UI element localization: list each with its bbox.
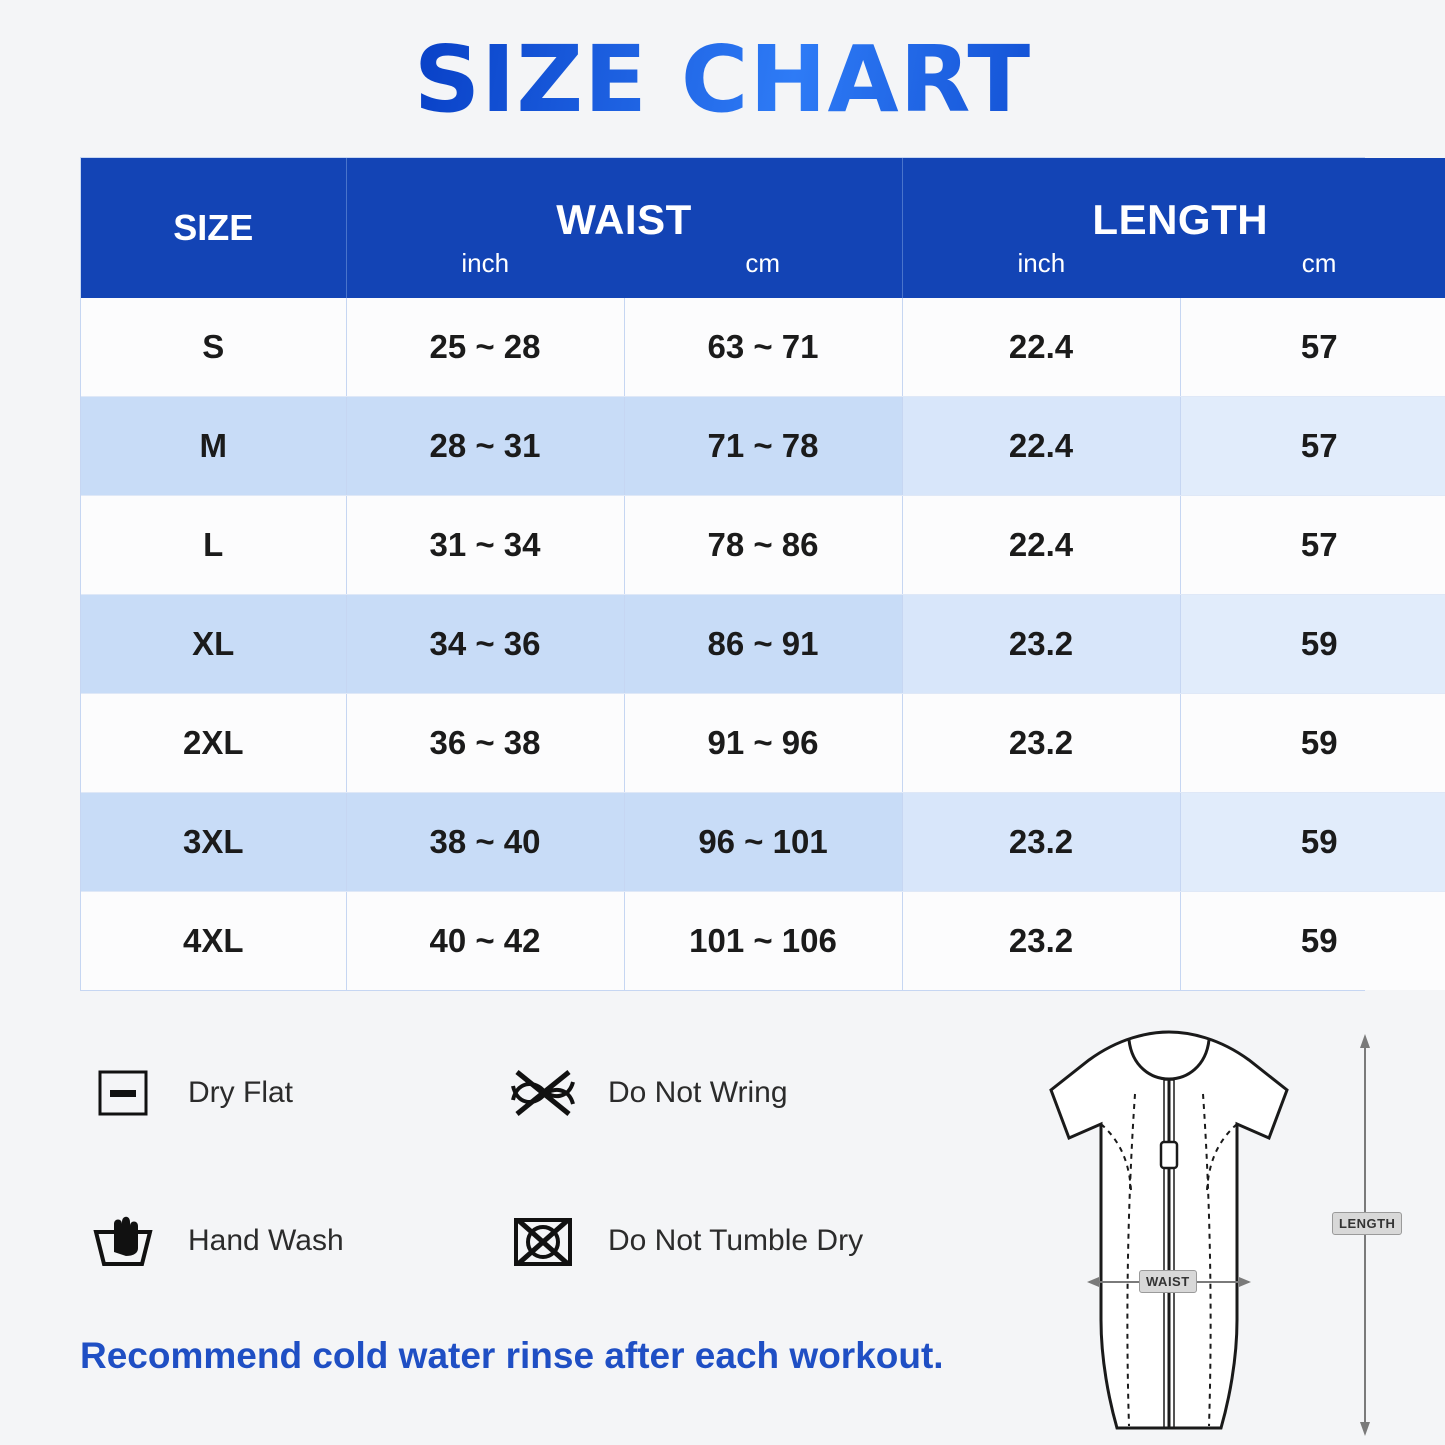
size-chart-table-wrapper <box>80 157 1365 991</box>
header-length <box>902 158 1445 298</box>
cell-waist-cm: 86 ~ 91 <box>624 595 902 694</box>
cell-length-inch: 22.4 <box>902 397 1180 496</box>
cell-size: XL <box>81 595 346 694</box>
header-waist-unit-cm: cm <box>745 247 781 278</box>
cell-length-cm: 59 <box>1180 793 1445 892</box>
cell-length-cm: 59 <box>1180 892 1445 991</box>
cell-waist-inch: 31 ~ 34 <box>346 496 624 595</box>
table-row <box>81 694 1445 793</box>
cell-length-inch: 22.4 <box>902 496 1180 595</box>
cell-waist-cm: 71 ~ 78 <box>624 397 902 496</box>
cell-size: 4XL <box>81 892 346 991</box>
header-length-units <box>903 248 1445 279</box>
cell-waist-cm: 63 ~ 71 <box>624 298 902 397</box>
length-tag: LENGTH <box>1332 1212 1402 1235</box>
header-length-unit-inch: inch <box>1017 247 1066 278</box>
cell-waist-inch: 40 ~ 42 <box>346 892 624 991</box>
care-item-hand-wash <box>80 1198 500 1284</box>
cell-waist-cm: 91 ~ 96 <box>624 694 902 793</box>
table-body <box>81 298 1445 990</box>
care-label: Hand Wash <box>188 1224 344 1257</box>
cell-length-inch: 23.2 <box>902 595 1180 694</box>
cell-waist-inch: 25 ~ 28 <box>346 298 624 397</box>
care-item-do-not-wring <box>500 1050 920 1136</box>
cell-size: M <box>81 397 346 496</box>
care-row-1 <box>80 1050 920 1136</box>
waist-tag: WAIST <box>1139 1270 1197 1293</box>
page-title: SIZE CHART <box>0 0 1445 133</box>
size-chart-table <box>81 158 1445 990</box>
do-not-wring-icon <box>500 1050 586 1136</box>
cell-waist-cm: 101 ~ 106 <box>624 892 902 991</box>
table-row <box>81 298 1445 397</box>
table-row <box>81 496 1445 595</box>
header-length-title: LENGTH <box>1092 195 1269 243</box>
table-header-row <box>81 158 1445 298</box>
cell-waist-inch: 28 ~ 31 <box>346 397 624 496</box>
cell-length-cm: 57 <box>1180 397 1445 496</box>
cell-length-inch: 23.2 <box>902 694 1180 793</box>
care-label: Dry Flat <box>188 1076 293 1109</box>
header-size: SIZE <box>81 158 346 298</box>
cell-length-inch: 23.2 <box>902 892 1180 991</box>
cell-length-cm: 57 <box>1180 298 1445 397</box>
cell-waist-inch: 36 ~ 38 <box>346 694 624 793</box>
care-item-do-not-tumble-dry <box>500 1198 920 1284</box>
care-instructions <box>80 1050 920 1346</box>
garment-illustration <box>969 1020 1399 1440</box>
care-item-dry-flat <box>80 1050 500 1136</box>
table-row <box>81 793 1445 892</box>
cell-size: S <box>81 298 346 397</box>
table-row <box>81 892 1445 991</box>
table-row <box>81 595 1445 694</box>
header-waist-units <box>347 248 902 279</box>
cell-size: 2XL <box>81 694 346 793</box>
cell-length-cm: 59 <box>1180 595 1445 694</box>
header-waist <box>346 158 902 298</box>
cell-size: 3XL <box>81 793 346 892</box>
cell-waist-cm: 96 ~ 101 <box>624 793 902 892</box>
table-row <box>81 397 1445 496</box>
header-waist-unit-inch: inch <box>461 247 510 278</box>
table-head <box>81 158 1445 298</box>
header-waist-title: WAIST <box>556 195 692 243</box>
do-not-tumble-dry-icon <box>500 1198 586 1284</box>
care-label: Do Not Wring <box>608 1076 788 1109</box>
cell-length-inch: 22.4 <box>902 298 1180 397</box>
cell-waist-inch: 38 ~ 40 <box>346 793 624 892</box>
cell-waist-inch: 34 ~ 36 <box>346 595 624 694</box>
cell-length-cm: 59 <box>1180 694 1445 793</box>
hand-wash-icon <box>80 1198 166 1284</box>
cell-length-inch: 23.2 <box>902 793 1180 892</box>
dry-flat-icon <box>80 1050 166 1136</box>
cell-length-cm: 57 <box>1180 496 1445 595</box>
care-label: Do Not Tumble Dry <box>608 1224 864 1257</box>
care-note: Recommend cold water rinse after each workout. <box>80 1335 944 1376</box>
cell-waist-cm: 78 ~ 86 <box>624 496 902 595</box>
header-length-unit-cm: cm <box>1301 247 1337 278</box>
care-row-2 <box>80 1198 920 1284</box>
cell-size: L <box>81 496 346 595</box>
